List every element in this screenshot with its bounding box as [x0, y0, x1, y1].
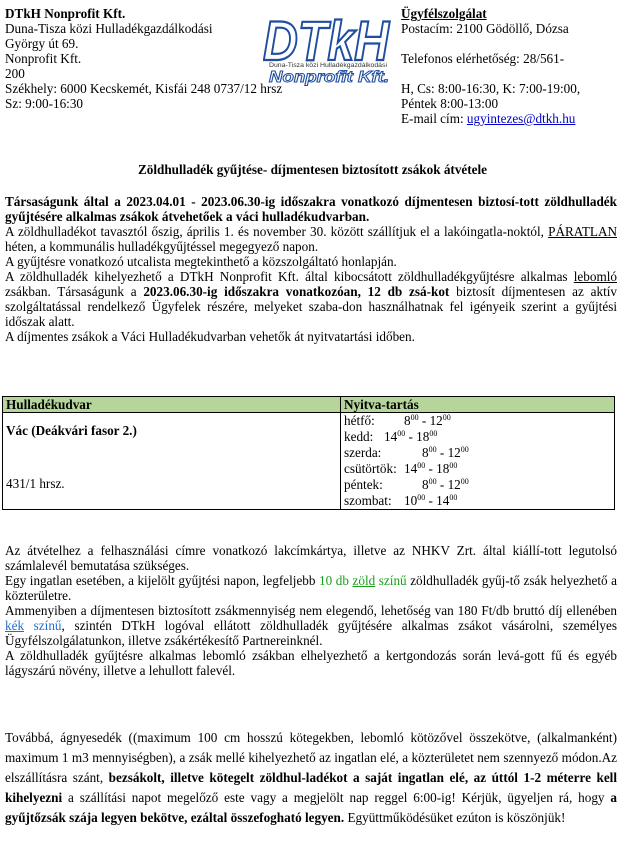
paragraph-branches: Továbbá, ágnyesedék ((maximum 100 cm hosszú kötegekben, lebomló kötözővel összekötve, (alkalmanként) maximum 1 m3 mennyiségben), a zsák mellé kihelyezhető az ingatlan elé, a közterületet nem szennyező módon.Az elszállításra szánt, bezsákolt, illetve kötegelt zöldhul-ladékot a saját ingatlan elé, az úttól 1-2 méterre kell kihelyezni a szállítási napot megelőző este vagy a megjelölt nap reggel 6:00-ig! Kérjük, ügyeljen rá, hogy a gyűjtőzsák szája legyen bekötve, ezáltal összefogható legyen. Együttműködésüket ezúton is köszönjük! [5, 730, 617, 825]
time-range: $8^{00} - 12^{00}$ [404, 413, 451, 428]
day-label: hétfő: [344, 413, 375, 428]
waste-yard-table [2, 396, 615, 510]
header-opening-hours: Nyitva-tartás [341, 397, 615, 413]
day-label: csütörtök: [344, 461, 397, 476]
day-label: szerda: [344, 445, 382, 460]
time-range: $8^{00} - 12^{00}$ [422, 477, 469, 492]
hours-cell [341, 413, 615, 510]
time-range: $14^{00} - 18^{00}$ [384, 429, 438, 444]
letterhead [5, 6, 620, 136]
hours-row [344, 445, 611, 461]
paragraph-bag-limit: Egy ingatlan esetében, a kijelölt gyűjtési napon, legfeljebb 10 db zöld színű zöldhulladék gyűj-tő zsák helyezhető a közterületre. [5, 573, 617, 603]
document-title: Zöldhulladék gyűjtése- díjmentesen biztosított zsákok átvétele [137, 162, 488, 177]
paragraph-purchase: Ammenyiben a díjmentesen biztosított zsákmennyiség nem elegendő, lehetőség van 180 Ft/db bruttó díj ellenében kék színű, szintén DTkH logóval ellátott zöldhulladék gyűjtésére alkalmas zsákot vásárolni, személyes Ügyfélszolgálatunkon, illetve zsákértékesítő Partnereinknél. [5, 603, 617, 648]
company-form: Nonprofit Kft. [5, 51, 82, 66]
hours-row [344, 461, 611, 477]
day-label: szombat: [344, 493, 392, 508]
intro-section [5, 194, 617, 344]
email-row [401, 111, 623, 126]
opening-hours-1: H, Cs: 8:00-16:30, K: 7:00-19:00, [401, 81, 581, 96]
dtkh-logo [263, 14, 393, 86]
mail-address: Postacím: 2100 Gödöllő, Dózsa [401, 21, 569, 36]
email-label: E-mail cím: [401, 111, 464, 126]
paragraph-pickup: A díjmentes zsákok a Váci Hulladékudvarban vehetők át nyitvatartási időben. [5, 329, 415, 344]
paragraph-street-list: A gyűjtésre vonatkozó utcalista megtekinthető a közszolgáltató honlapján. [5, 254, 397, 269]
yard-name: Vác (Deákvári fasor 2.) [6, 423, 137, 438]
yard-plot-number: 431/1 hrsz. [6, 476, 65, 491]
hours-row [344, 477, 611, 493]
lead-paragraph: Társaságunk által a 2023.04.01 - 2023.06.30-ig időszakra vonatkozó díjmentesen biztosí-tott zöldhulladék gyűjtésére alkalmas zsákok átvehetőek a váci hulladékudvarban. [5, 194, 617, 224]
logo-main-text: DTkH [263, 14, 391, 72]
blue-color-text: kék [5, 618, 25, 633]
opening-hours-2: Péntek 8:00-13:00 [401, 96, 499, 111]
day-label: kedd: [344, 429, 374, 444]
odd-week-text: PÁRATLAN [548, 224, 617, 239]
time-range: $14^{00} - 18^{00}$ [404, 461, 458, 476]
customer-service-title: Ügyfélszolgálat [401, 6, 487, 21]
company-full-name: Duna-Tisza közi Hulladékgazdálkodási [5, 21, 213, 36]
paragraph-allowed-waste: A zöldhulladék gyűjtésre alkalmas lebomló zsákban elhelyezhető a kertgondozás során levá-gott fű és egyéb lágyszárú növény, illetve a lehullott falevél. [5, 648, 617, 678]
company-seat: Székhely: 6000 Kecskemét, Kisfái 248 0737/12 hrsz [5, 81, 283, 96]
biodegradable-text: lebomló [573, 269, 617, 284]
company-address-cont: 200 [5, 66, 25, 81]
day-label: péntek: [344, 477, 383, 492]
paragraph-documents: Az átvételhez a felhasználási címre vonatkozó lakcímkártya, illetve az NHKV Zrt. által kiállí-tott legutolsó számlalevél bemutatása szükséges. [5, 543, 617, 573]
logo-small-text: Duna-Tisza közi Hulladékgazdálkodási [269, 63, 387, 69]
branches-section [5, 728, 617, 828]
company-seat-hours: Sz: 9:00-16:30 [5, 96, 84, 111]
company-address: György út 69. [5, 36, 79, 51]
hours-row [344, 429, 611, 445]
paragraph-collection-period: A zöldhulladékot tavasztól őszig, április 1. és november 30. között szállítjuk el a lakóingatla-noktól, PÁRATLAN héten, a kommunális hulladékgyűjtéssel megegyező napon. [5, 224, 617, 254]
conditions-section [5, 543, 617, 678]
hours-list [344, 413, 611, 509]
email-link[interactable]: ugyintezes@dtkh.hu [466, 111, 576, 126]
green-color-text: zöld [352, 573, 376, 588]
logo-sub-text: Nonprofit Kft. [269, 69, 389, 86]
time-range: $10^{00} - 14^{00}$ [404, 493, 458, 508]
phone: Telefonos elérhetőség: 28/561- [401, 51, 565, 66]
hours-row [344, 413, 611, 429]
yard-cell [3, 413, 341, 510]
header-yard: Hulladékudvar [3, 397, 341, 413]
customer-service-info [401, 6, 623, 126]
company-name: DTkH Nonprofit Kft. [5, 6, 126, 21]
time-range: $8^{00} - 12^{00}$ [422, 445, 469, 460]
hours-row [344, 493, 611, 509]
table-header-row [3, 397, 615, 413]
table-row [3, 413, 615, 510]
paragraph-bags: A zöldhulladék kihelyezhető a DTkH Nonprofit Kft. által kibocsátott zöldhulladékgyűjtésre alkalmas lebomló zsákban. Társaságunk a 2023.06.30-ig időszakra vonatkozóan, 12 db zsá-kot biztosít díjmentesen az aktív szolgáltatással rendelkező Ügyfelek részére, melyeket szaba-don használhatnak fel igényeik szerint a gyűjtési időszak alatt. [5, 269, 617, 329]
